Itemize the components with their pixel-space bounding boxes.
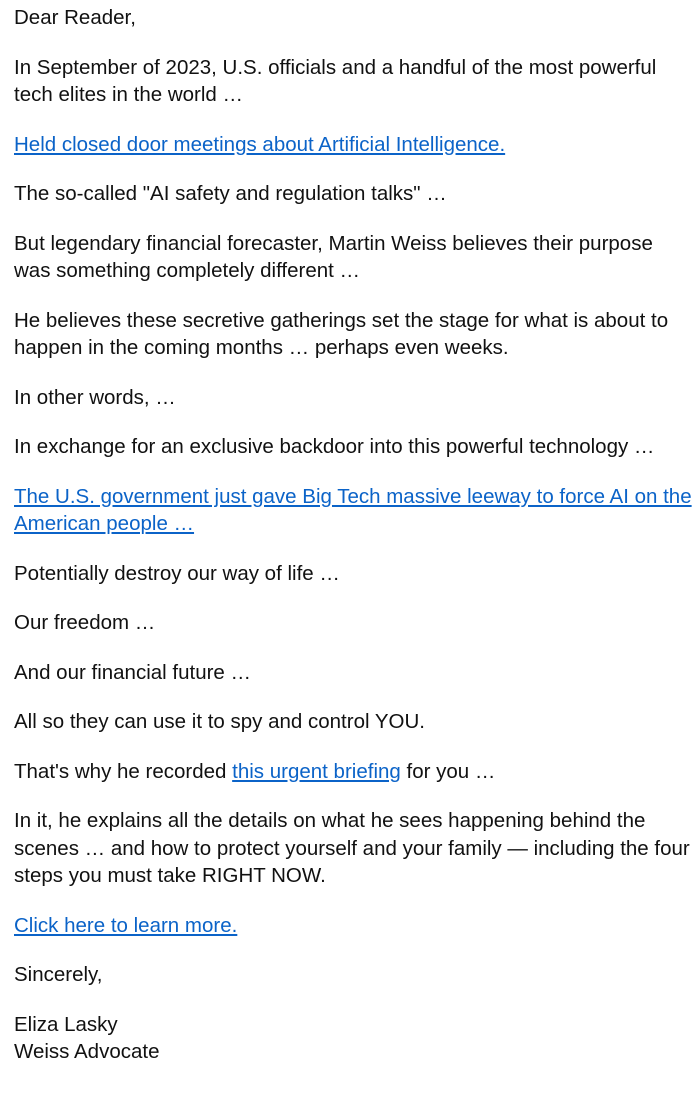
briefing-text-after: for you …: [400, 759, 496, 783]
paragraph-september-meeting: In September of 2023, U.S. officials and a handful of the most powerful tech elites in the world …: [14, 55, 657, 106]
signature-title: Weiss Advocate: [14, 1040, 160, 1063]
paragraph-freedom: Our freedom …: [14, 611, 156, 634]
signature-name: Eliza Lasky: [14, 1012, 118, 1036]
greeting: Dear Reader,: [14, 6, 136, 29]
paragraph-backdoor: In exchange for an exclusive backdoor into this powerful technology …: [14, 435, 655, 458]
paragraph-link-government: [14, 483, 692, 538]
paragraph-financial-future: And our financial future …: [14, 660, 252, 684]
briefing-text-before: That's why he recorded: [14, 759, 233, 783]
closing: Sincerely,: [14, 963, 103, 986]
paragraph-spy-control: All so they can use it to spy and control YOU.: [14, 710, 425, 733]
paragraph-ai-safety-talks: The so-called "AI safety and regulation talks" …: [14, 182, 447, 205]
paragraph-recorded-briefing: [14, 758, 692, 786]
government-leeway-link[interactable]: The U.S. government just gave Big Tech massive leeway to force AI on the American people …: [14, 484, 692, 535]
paragraph-link-closed-door: [14, 131, 692, 159]
paragraph-in-other-words: In other words, …: [14, 385, 176, 409]
urgent-briefing-link[interactable]: this urgent briefing: [232, 759, 401, 783]
paragraph-secretive-gatherings: He believes these secretive gatherings set the stage for what is about to happen in the coming months … perhaps even weeks.: [14, 308, 669, 359]
paragraph-martin-weiss: But legendary financial forecaster, Martin Weiss believes their purpose was something completely different …: [14, 231, 653, 282]
paragraph-way-of-life: Potentially destroy our way of life …: [14, 561, 340, 585]
paragraph-link-learn-more: [14, 912, 692, 940]
paragraph-details: In it, he explains all the details on what he sees happening behind the scenes … and how to protect yourself and your family — including the four steps you must take RIGHT NOW.: [14, 809, 690, 887]
learn-more-link[interactable]: Click here to learn more.: [14, 913, 238, 937]
closed-door-meetings-link[interactable]: Held closed door meetings about Artificial Intelligence.: [14, 132, 506, 156]
